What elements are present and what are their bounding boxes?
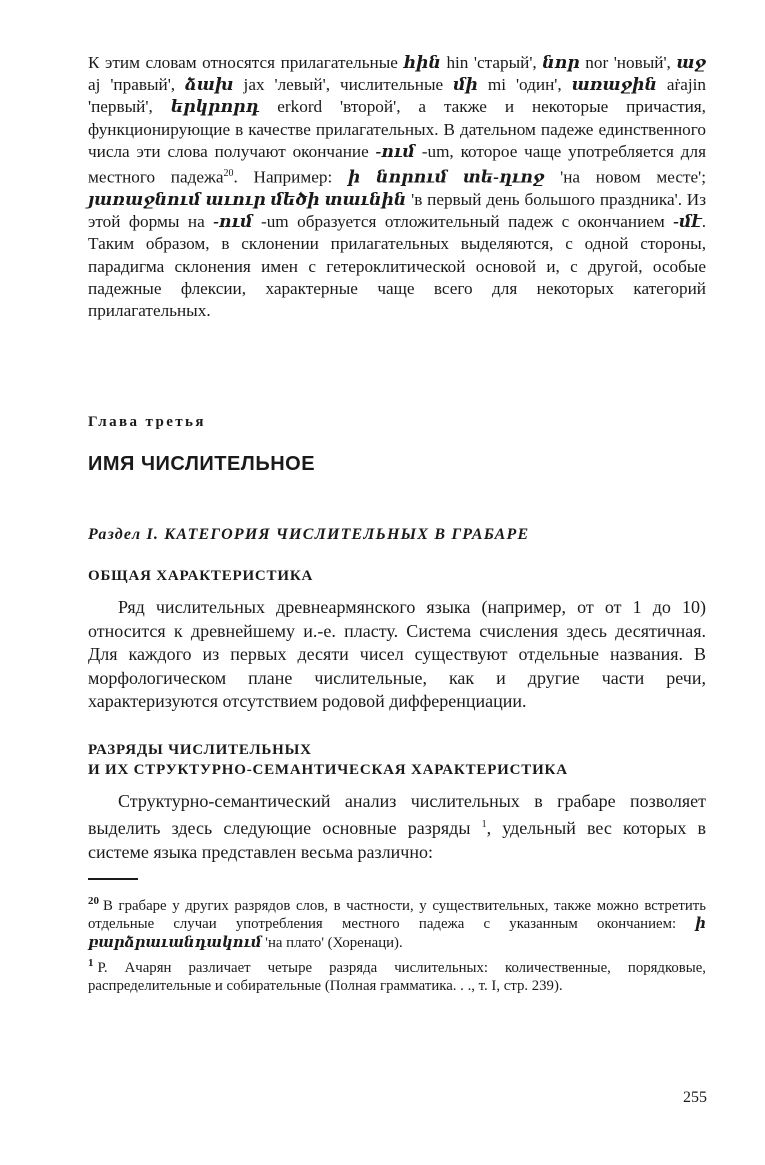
ranks-heading-line: РАЗРЯДЫ ЧИСЛИТЕЛЬНЫХ [88,741,312,758]
footnote-text: В грабаре у других разрядов слов, в частности, у существительных, также можно встретить отдельные случаи употребления местного падежа с указанным окончанием: [88,898,706,933]
intro-text: mi 'один', [477,75,572,95]
armenian-word: առաջին [571,75,657,95]
armenian-phrase: ի նորում տե-ղւոջ [347,167,545,187]
armenian-word: մի [453,75,478,95]
armenian-word: աջ [676,53,706,72]
page-number: 255 [683,1089,707,1106]
spacer [88,322,706,414]
intro-text: jax 'левый', числительные [233,75,454,95]
intro-text: aj 'правый', [88,75,186,95]
armenian-word: նոր [542,53,580,72]
general-heading: ОБЩАЯ ХАРАКТЕРИСТИКА [88,568,314,585]
intro-text: nor 'новый', [579,53,677,72]
armenian-word: -ում [213,212,253,232]
armenian-word: հին [403,53,441,72]
ranks-text: , удельный вес которых в системе языка представлен весьма различно: [88,818,706,862]
intro-text: 'в первый день большого праздника'. Из этой формы на [88,189,706,232]
armenian-phrase: յառաջնում աւուր մեծի տաւնին [88,189,407,209]
armenian-word: երկրորդ [170,97,260,117]
armenian-word: -ում [375,141,415,161]
footnote-text: 'на плато' (Хоренаци). [261,934,403,951]
section-title: Раздел I. КАТЕГОРИЯ ЧИСЛИТЕЛЬНЫХ В ГРАБАРЕ [88,526,530,544]
general-paragraph: Ряд числительных древнеармянского языка (например, от от 1 до 10) относится к древнейшему и.-е. пласту. Система счисления здесь десятичная. Для каждого из первых десяти чисел существуют отдельные названия. В морфологическом плане числительные, как и другие части речи, характеризуются отсутствием родовой дифференциации. [88,597,706,712]
ranks-heading-line: И ИХ СТРУКТУРНО-СЕМАНТИЧЕСКАЯ ХАРАКТЕРИСТИКА [88,761,568,778]
ranks-heading [88,740,706,780]
intro-text: . Например: [233,167,348,187]
footnote-mark: 20 [88,895,99,908]
intro-text: hin 'старый', [440,53,543,72]
footnote-mark: 1 [88,956,94,969]
armenian-word: ձախ [185,75,234,95]
intro-text: 'на новом месте'; [544,167,706,187]
page-body [88,52,706,997]
chapter-label: Глава третья [88,414,206,431]
intro-text: . Таким образом, в склонении прилагательных выделяются, с одной стороны, парадигма склонения имен с гетероклитической основой и, с другой, особые падежные флексии, характерные чаще всего для некоторых категорий прилагательных. [88,212,706,320]
footnote [88,954,706,995]
intro-text: aṙajin 'первый', [88,75,706,117]
intro-paragraph [88,52,706,322]
footnote-divider [88,878,138,880]
armenian-word: -մէ [673,212,702,232]
footnote-ref: 1 [481,819,487,831]
ranks-paragraph [88,790,706,865]
intro-text: -um, которое чаще употребляется для местного падежа [88,141,706,187]
footnote-ref: 20 [223,168,234,180]
armenian-word: ի բարձրաւանդակում [88,916,706,951]
ranks-text: Структурно-семантический анализ числительных в грабаре позволяет выделить здесь следующие основные разряды [88,790,706,839]
intro-text: -um образуется отложительный падеж с окончанием [252,212,674,232]
spacer [88,714,706,740]
footnote-text: Р. Ачарян различает четыре разряда числительных: количественные, порядковые, распределительные и собирательные (Полная грамматика. . ., т. I, стр. 239). [88,959,706,994]
footnote [88,892,706,952]
intro-text: К этим словам относятся прилагательные [88,53,404,72]
chapter-title: ИМЯ ЧИСЛИТЕЛЬНОЕ [88,453,316,476]
intro-text: erkord 'второй', а также и некоторые причастия, функционирующие в качестве прилагательных. В дательном падеже единственного числа эти слова получают окончание [88,97,706,161]
